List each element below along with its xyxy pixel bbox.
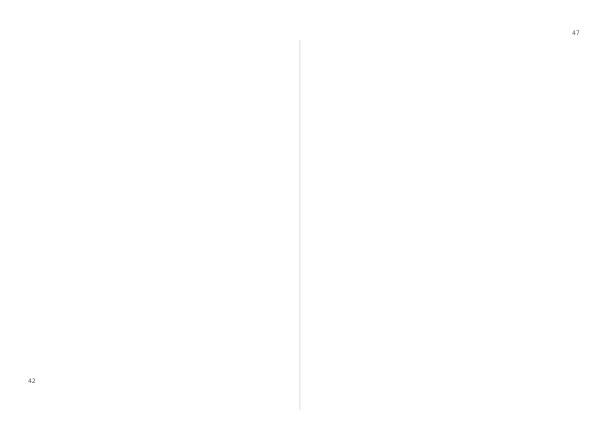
- page-number-right: 47: [572, 30, 580, 37]
- page-number-left: 42: [28, 378, 36, 385]
- page-gutter: [299, 40, 301, 410]
